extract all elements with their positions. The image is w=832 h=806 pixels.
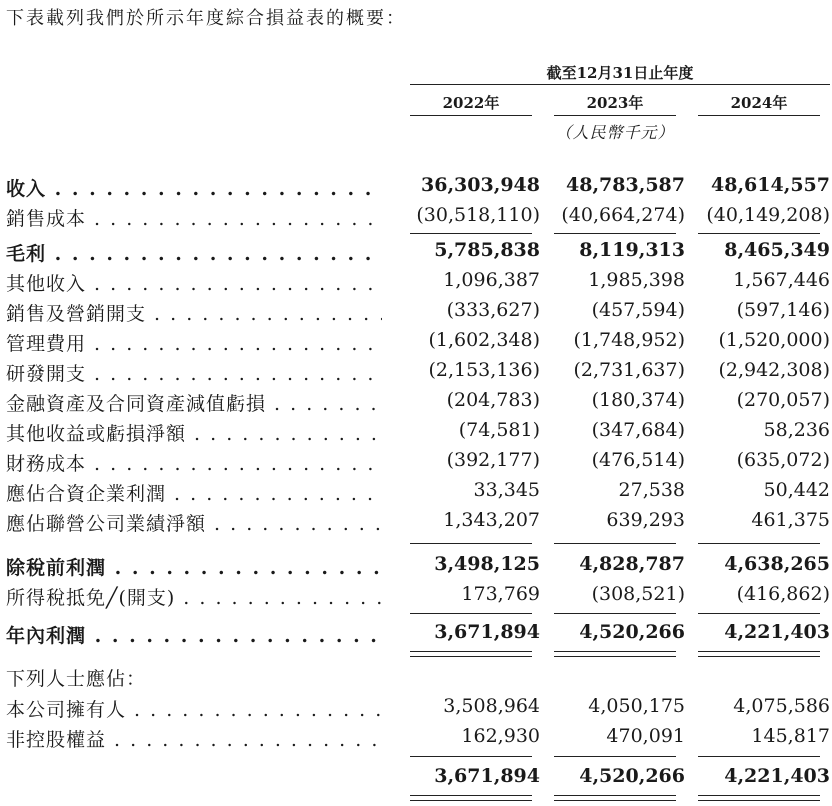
value-2023: 4,828,787 (579, 553, 685, 575)
value-2024: 145,817 (751, 725, 830, 747)
value-2024: 50,442 (763, 479, 830, 501)
subtotal-rule (554, 233, 676, 234)
double-rule (410, 651, 532, 657)
value-2024: (2,942,308) (718, 359, 830, 381)
subtotal-rule (698, 543, 820, 544)
row-label: 年內利潤 . . . (6, 621, 382, 648)
value-2024: (416,862) (736, 583, 830, 605)
value-2024: 1,567,446 (733, 269, 830, 291)
value-2022: 173,769 (461, 583, 540, 605)
value-2022: (204,783) (446, 389, 540, 411)
table-row-admin-expenses (0, 326, 832, 356)
table-row-other-income (0, 266, 832, 296)
value-2023: 4,520,266 (579, 621, 685, 643)
row-label: 非控股權益 . . . (6, 725, 382, 752)
value-2022: 1,096,387 (443, 269, 540, 291)
subtotal-rule (698, 613, 820, 614)
value-2024: (635,072) (736, 449, 830, 471)
table-row-other-gains-losses (0, 416, 832, 446)
row-label: 所得稅抵免╱(開支) . . . (6, 583, 382, 610)
table-row-profit-for-year (0, 618, 832, 648)
value-2022: (1,602,348) (428, 329, 540, 351)
row-label: 除稅前利潤 . . . (6, 553, 382, 580)
row-label: 本公司擁有人 . . . (6, 695, 382, 722)
subtotal-rule (410, 613, 532, 614)
period-header: 截至12月31日止年度 (546, 64, 694, 82)
value-2023: (1,748,952) (573, 329, 685, 351)
row-label: 收入 . . . (6, 174, 382, 201)
row-label: 銷售及營銷開支 . . . (6, 299, 382, 326)
row-label: 其他收益或虧損淨額 . . . (6, 419, 382, 446)
table-row-income-tax (0, 580, 832, 610)
table-row-non-controlling (0, 722, 832, 752)
subtotal-rule (410, 756, 532, 757)
value-2022: (2,153,136) (428, 359, 540, 381)
value-2023: 27,538 (618, 479, 685, 501)
year-rule-2023 (554, 115, 676, 116)
row-label: 其他收入 . . . (6, 269, 382, 296)
value-2024: (1,520,000) (718, 329, 830, 351)
value-2022: 3,671,894 (434, 621, 540, 643)
year-header-2024: 2024年 (730, 94, 788, 112)
row-label: 應佔聯營公司業績淨額 . . . (6, 509, 382, 536)
row-label: 銷售成本 . . . (6, 204, 382, 231)
value-2022: 33,345 (473, 479, 540, 501)
value-2023: (308,521) (591, 583, 685, 605)
subtotal-rule (410, 543, 532, 544)
table-row-selling-expenses (0, 296, 832, 326)
value-2022: (392,177) (446, 449, 540, 471)
value-2022: (30,518,110) (416, 204, 540, 226)
table-row-profit-before-tax (0, 550, 832, 580)
value-2022: 5,785,838 (434, 239, 540, 261)
value-2023: (476,514) (591, 449, 685, 471)
value-2022: 36,303,948 (421, 174, 540, 196)
value-2024: (40,149,208) (706, 204, 830, 226)
value-2023: 1,985,398 (588, 269, 685, 291)
value-2023: 48,783,587 (566, 174, 685, 196)
value-2024: 4,221,403 (724, 765, 830, 787)
table-row-rnd-expenses (0, 356, 832, 386)
year-rule-2022 (410, 115, 532, 116)
value-2023: 8,119,313 (579, 239, 685, 261)
value-2024: 48,614,557 (711, 174, 830, 196)
unit-label: （人民幣千元） (555, 123, 675, 142)
value-2023: (180,374) (591, 389, 685, 411)
value-2024: 4,221,403 (724, 621, 830, 643)
value-2022: 162,930 (461, 725, 540, 747)
value-2024: 4,075,586 (733, 695, 830, 717)
table-row-owners (0, 692, 832, 722)
year-header-2022: 2022年 (442, 94, 500, 112)
value-2024: 8,465,349 (724, 239, 830, 261)
table-row-total (0, 762, 832, 792)
value-2023: 4,050,175 (588, 695, 685, 717)
value-2024: 4,638,265 (724, 553, 830, 575)
value-2022: 3,498,125 (434, 553, 540, 575)
value-2024: 461,375 (751, 509, 830, 531)
value-2023: 639,293 (606, 509, 685, 531)
year-header-2023: 2023年 (586, 94, 644, 112)
value-2023: (457,594) (591, 299, 685, 321)
intro-text: 下表載列我們於所示年度綜合損益表的概要： (6, 8, 406, 29)
value-2024: 58,236 (763, 419, 830, 441)
value-2023: 4,520,266 (579, 765, 685, 787)
subtotal-rule (554, 543, 676, 544)
row-label: 應佔合資企業利潤 . . . (6, 479, 382, 506)
value-2023: (2,731,637) (573, 359, 685, 381)
row-label: 毛利 . . . (6, 239, 382, 266)
table-row-attributable-to (0, 661, 832, 691)
value-2023: (347,684) (591, 419, 685, 441)
value-2023: 470,091 (606, 725, 685, 747)
table-row-cost-of-sales (0, 201, 832, 231)
double-rule (698, 795, 820, 801)
year-rule-2024 (698, 115, 820, 116)
table-row-associates-results (0, 506, 832, 536)
table-row-jv-profit (0, 476, 832, 506)
value-2022: 3,508,964 (443, 695, 540, 717)
subtotal-rule (410, 233, 532, 234)
value-2023: (40,664,274) (561, 204, 685, 226)
double-rule (410, 795, 532, 801)
value-2022: 1,343,207 (443, 509, 540, 531)
value-2022: (333,627) (446, 299, 540, 321)
double-rule (554, 651, 676, 657)
double-rule (698, 651, 820, 657)
value-2024: (270,057) (736, 389, 830, 411)
table-row-finance-costs (0, 446, 832, 476)
value-2024: (597,146) (736, 299, 830, 321)
table-row-gross-profit (0, 236, 832, 266)
row-label: 管理費用 . . . (6, 329, 382, 356)
subtotal-rule (698, 756, 820, 757)
value-2022: (74,581) (458, 419, 540, 441)
row-label: 財務成本 . . . (6, 449, 382, 476)
double-rule (554, 795, 676, 801)
table-row-impairment (0, 386, 832, 416)
row-label: 下列人士應佔： (6, 668, 147, 690)
subtotal-rule (698, 233, 820, 234)
subtotal-rule (554, 756, 676, 757)
table-row-revenue (0, 171, 832, 201)
period-rule (410, 84, 830, 85)
subtotal-rule (554, 613, 676, 614)
row-label: 研發開支 . . . (6, 359, 382, 386)
value-2022: 3,671,894 (434, 765, 540, 787)
row-label: 金融資產及合同資產減值虧損 . . . (6, 389, 382, 416)
